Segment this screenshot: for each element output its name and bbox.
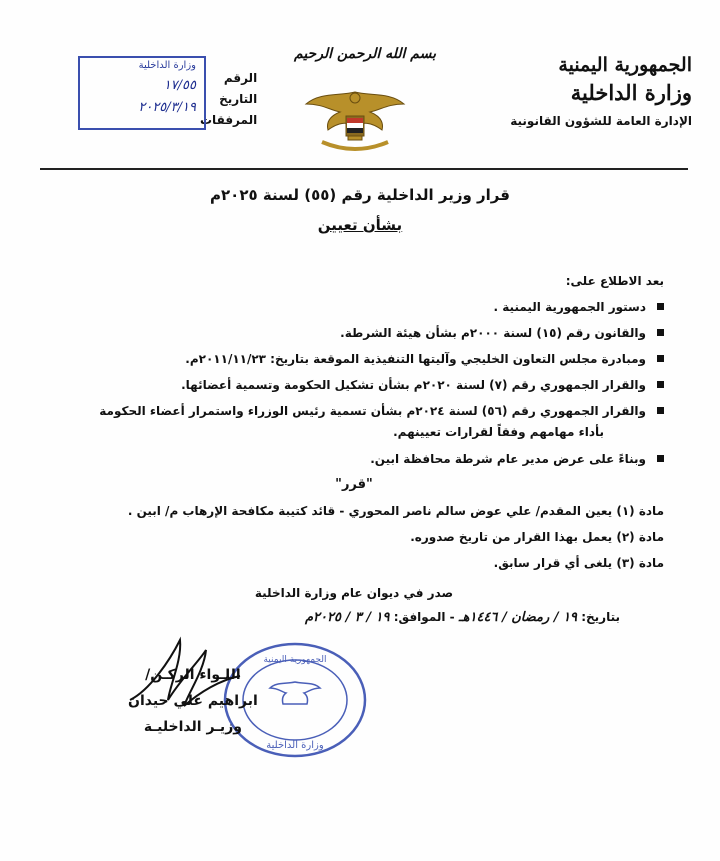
decided-heading: "قرر" <box>335 477 373 492</box>
stamp-date: ٢٠٢٥/٣/١٩ <box>138 100 196 115</box>
decree-body <box>44 274 664 600</box>
signer-name: ابراهيم علي حيدان <box>128 693 258 709</box>
preamble-item: دستور الجمهورية اليمنية . <box>44 298 664 317</box>
date-prefix: بتاريخ: <box>581 610 620 624</box>
decree-subject: بشأن تعيين <box>317 216 403 234</box>
article-1: مادة (١) يعين المقدم/ علي عوض سالم ناصر المحوري - قائد كتيبة مكافحة الإرهاب م/ ابين . <box>127 504 664 518</box>
gregorian-date: ١٩ / ٣ / ٢٠٢٥م <box>304 610 390 625</box>
bullet-icon <box>657 455 664 462</box>
preamble-item: والقانون رقم (١٥) لسنة ٢٠٠٠م بشأن هيئة الشرطة. <box>44 324 664 343</box>
preamble-intro: بعد الاطلاع على: <box>565 274 664 288</box>
ref-number-label: الرقم <box>223 71 258 85</box>
bullet-icon <box>657 303 664 310</box>
ministry-name: وزارة الداخلية <box>570 80 692 105</box>
bullet-icon <box>657 381 664 388</box>
eagle-emblem-icon <box>300 82 410 162</box>
stamp-number: ١٧/٥٥ <box>163 78 196 93</box>
stamp-ministry: وزارة الداخلية <box>138 60 196 71</box>
preamble-item: والقرار الجمهوري رقم (٥٦) لسنة ٢٠٢٤م بشأن تسمية رئيس الوزراء واستمرار أعضاء الحكومة <box>44 402 664 421</box>
decree-title: قرار وزير الداخلية رقم (٥٥) لسنة ٢٠٢٥م <box>210 186 510 204</box>
republic-name: الجمهورية اليمنية <box>558 54 692 76</box>
signer-rank: اللـواء الركـن/ <box>145 667 241 683</box>
decree-date <box>305 610 620 625</box>
article-3: مادة (٣) يلغى أي قرار سابق. <box>493 556 664 570</box>
reference-labels <box>200 68 257 131</box>
preamble-item: والقرار الجمهوري رقم (٧) لسنة ٢٠٢٠م بشأن تشكيل الحكومة وتسمية أعضائها. <box>44 376 664 395</box>
attachments-label: المرفقات <box>200 113 258 127</box>
signer-title: وزيـر الداخليـة <box>143 719 242 735</box>
bismillah: بسم الله الرحمن الرحيم <box>294 46 436 62</box>
bullet-icon <box>657 355 664 362</box>
preamble-item-continuation: بأداء مهامهم وفقاً لقرارات تعيينهم. <box>393 425 604 439</box>
date-separator: - الموافق: <box>393 610 455 624</box>
preamble-item: وبناءً على عرض مدير عام شرطة محافظة ابين. <box>44 450 664 469</box>
header-divider <box>40 168 688 170</box>
issued-at: صدر في ديوان عام وزارة الداخلية <box>254 586 454 600</box>
seal-bottom-text: وزارة الداخلية <box>266 740 324 751</box>
bullet-icon <box>657 407 664 414</box>
department-name: الإدارة العامة للشؤون القانونية <box>510 114 692 128</box>
article-2: مادة (٢) يعمل بهذا القرار من تاريخ صدوره. <box>410 530 664 544</box>
bullet-icon <box>657 329 664 336</box>
ref-date-label: التاريخ <box>219 92 258 106</box>
preamble-item: ومبادرة مجلس التعاون الخليجي وآليتها التنفيذية الموقعة بتاريخ: ٢٠١١/١١/٢٣م. <box>44 350 664 369</box>
registry-stamp <box>78 56 206 130</box>
hijri-date: ١٩ / رمضان / ١٤٤٦هـ <box>458 610 578 625</box>
seal-top-text: الجمهورية اليمنية <box>263 655 327 665</box>
signer-block <box>128 662 258 740</box>
letterhead-right <box>462 52 692 128</box>
